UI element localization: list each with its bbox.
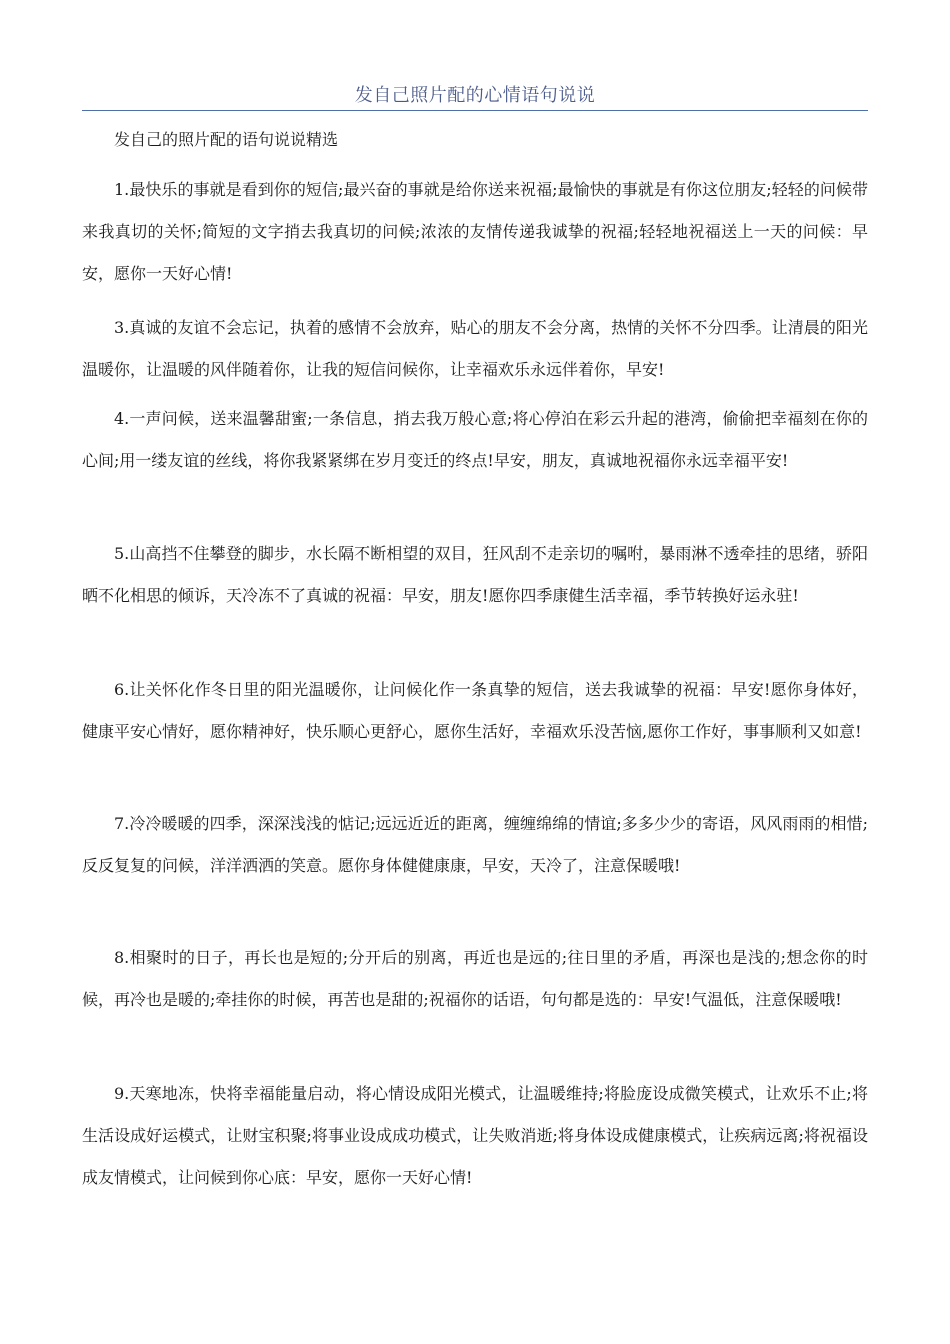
- paragraph-item-8: 8.相聚时的日子，再长也是短的;分开后的别离，再近也是远的;往日里的矛盾，再深也是浅的;想念你的时候，再冷也是暖的;牵挂你的时候，再苦也是甜的;祝福你的话语，句句都是选的：早安!气温低，注意保暖哦!: [82, 948, 868, 1009]
- paragraph-item-1: 1.最快乐的事就是看到你的短信;最兴奋的事就是给你送来祝福;最愉快的事就是有你这位朋友;轻轻的问候带来我真切的关怀;简短的文字捎去我真切的问候;浓浓的友情传递我诚挚的祝福;轻轻地祝福送上一天的问候：早安，愿你一天好心情!: [82, 180, 868, 283]
- paragraph-item-6: 6.让关怀化作冬日里的阳光温暖你，让问候化作一条真挚的短信，送去我诚挚的祝福：早安!愿你身体好，健康平安心情好，愿你精神好，快乐顺心更舒心，愿你生活好，幸福欢乐没苦恼,愿你工作好，事事顺利又如意!: [82, 680, 868, 741]
- paragraph-item-5: 5.山高挡不住攀登的脚步，水长隔不断相望的双目，狂风刮不走亲切的嘱咐，暴雨淋不透牵挂的思绪，骄阳晒不化相思的倾诉，天冷冻不了真诚的祝福：早安，朋友!愿你四季康健生活幸福，季节转换好运永驻!: [82, 544, 868, 605]
- paragraph-item-9: 9.天寒地冻，快将幸福能量启动，将心情设成阳光模式，让温暖维持;将脸庞设成微笑模式，让欢乐不止;将生活设成好运模式，让财宝积聚;将事业设成成功模式，让失败消逝;将身体设成健康模式，让疾病远离;将祝福设成友情模式，让问候到你心底：早安，愿你一天好心情!: [82, 1084, 868, 1187]
- paragraph-item-4: 4.一声问候，送来温馨甜蜜;一条信息，捎去我万般心意;将心停泊在彩云升起的港湾，偷偷把幸福刻在你的心间;用一缕友谊的丝线，将你我紧紧绑在岁月变迁的终点!早安，朋友，真诚地祝福你永远幸福平安!: [82, 409, 868, 470]
- paragraph-item-7: 7.冷冷暖暖的四季，深深浅浅的惦记;远远近近的距离，缠缠绵绵的情谊;多多少少的寄语，风风雨雨的相惜;反反复复的问候，洋洋洒洒的笑意。愿你身体健健康康，早安，天冷了，注意保暖哦!: [82, 814, 868, 875]
- title-underline: [82, 110, 868, 111]
- intro-line: 发自己的照片配的语句说说精选: [114, 130, 339, 149]
- paragraph-item-3: 3.真诚的友谊不会忘记，执着的感情不会放弃，贴心的朋友不会分离，热情的关怀不分四季。让清晨的阳光温暖你，让温暖的风伴随着你，让我的短信问候你，让幸福欢乐永远伴着你，早安!: [82, 318, 868, 379]
- page-title: 发自己照片配的心情语句说说: [354, 85, 596, 106]
